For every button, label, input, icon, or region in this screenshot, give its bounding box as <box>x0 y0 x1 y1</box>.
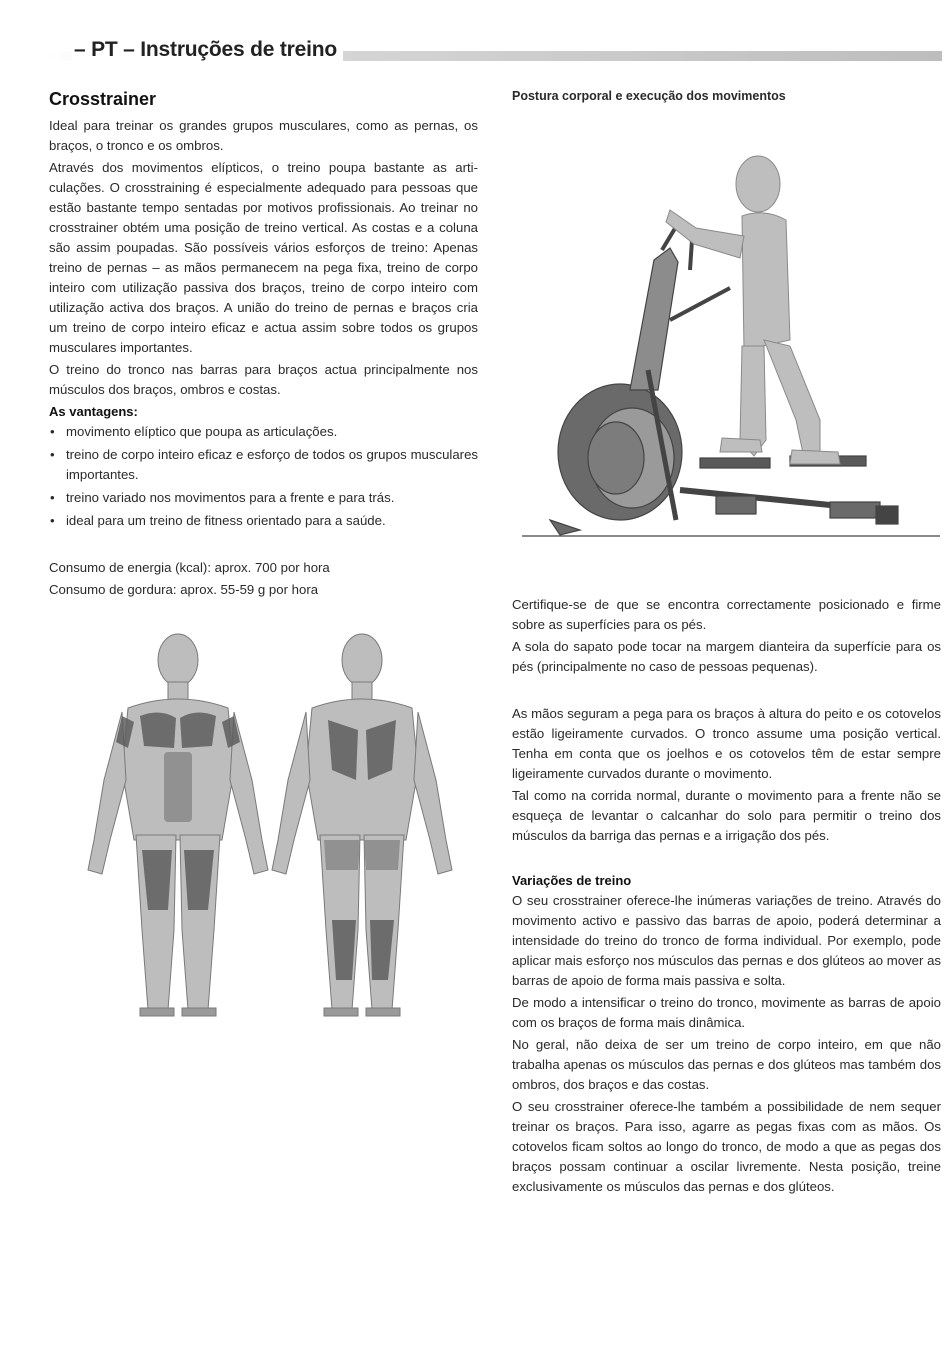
variations-paragraph-4: O seu crosstrainer oferece-lhe também a possibilidade de nem sequer treinar os braços. Para isso, agarre as pegas fixas com as mãos. Os cotovelos ficam soltos ao longo do tronco, de modo a que as pegas dos braços possam continuar a oscilar livremente. Nesta posição, treine exclusivamente os músculos das pernas e dos glúteos. <box>512 1099 941 1194</box>
intro-paragraph: Ideal para treinar os grandes grupos musculares, como as pernas, os braços, o tronco e os ombros. <box>49 118 478 153</box>
hands-text-block <box>512 704 941 848</box>
posture-text-block <box>512 595 941 679</box>
list-item: • ideal para um treino de fitness orientado para a saúde. <box>49 511 478 531</box>
posture-paragraph-2: A sola do sapato pode tocar na margem dianteira da superfície para os pés (principalmente no caso de pessoas pequenas). <box>512 639 941 674</box>
elliptical-paragraph: Através dos movimentos elípticos, o treino poupa bastante as articulações. O crosstraining é especialmente adequado para pessoas que estão bastante tempo sentadas por motivos profissionais. Ao treinar no crosstrainer obtém uma posição de treino vertical. As costas e a coluna são assim poupadas. São possíveis vários esforços de treino: Apenas treino de pernas – as mãos permanecem na pega fixa, treino de corpo inteiro com utilização passiva dos braços, treino de corpo inteiro com utilização activa dos braços. A união do treino de pernas e braços cria um treino de corpo inteiro eficaz e actua assim sobre todos os grupos musculares importantes. <box>49 160 478 355</box>
variations-paragraph-3: No geral, não deixa de ser um treino de corpo inteiro, em que não trabalha apenas os músculos das pernas e dos glúteos mas também dos ombros, dos braços e das costas. <box>512 1037 941 1092</box>
list-item: • treino variado nos movimentos para a frente e para trás. <box>49 488 478 508</box>
crosstrainer-illustration <box>520 140 944 540</box>
variations-text-block <box>512 871 941 1199</box>
posture-paragraph-1: Certifique-se de que se encontra correctamente posicionado e firme sobre as superfícies para os pés. <box>512 597 941 632</box>
crosstrainer-machine <box>550 220 898 535</box>
crosstrainer-heading: Crosstrainer <box>49 89 157 109</box>
muscle-anatomy-illustration <box>80 630 460 1025</box>
hands-paragraph: As mãos seguram a pega para os braços à altura do peito e os cotovelos estão ligeiramente curvados. O tronco assume uma posição vertical. Tenha em conta que os joelhos e os cotovelos têm de estar sempre ligeiramente curvados durante o movimento. <box>512 706 941 781</box>
variations-paragraph-2: De modo a intensificar o treino do tronco, movimente as barras de apoio com os braços de forma mais dinâmica. <box>512 995 941 1030</box>
advantages-heading: As vantagens: <box>49 404 138 419</box>
back-body-figure <box>272 634 452 1016</box>
page-title: – PT – Instruções de treino <box>72 38 343 62</box>
trunk-paragraph: O treino do tronco nas barras para braços actua principalmente nos músculos dos braços, ombros e costas. <box>49 362 478 397</box>
left-column <box>49 86 478 602</box>
list-item: • treino de corpo inteiro eficaz e esforço de todos os grupos musculares importantes. <box>49 445 478 485</box>
running-paragraph: Tal como na corrida normal, durante o movimento para a frente não se esqueça de levantar o calcanhar do solo para permitir o treino dos músculos da barriga das pernas e a irrigação dos pés. <box>512 788 941 843</box>
front-body-figure <box>88 634 268 1016</box>
variations-paragraph-1: O seu crosstrainer oferece-lhe inúmeras variações de treino. Através do movimento activo e passivo das barras de apoio, poderá determinar a intensidade do treino do tronco de forma individual. Por exemplo, pode aplicar mais esforço nos músculos das pernas e dos glúteos ao mover as barras de apoio de forma mais passiva e solta. <box>512 893 941 988</box>
list-item: • movimento elíptico que poupa as articulações. <box>49 422 478 442</box>
variations-heading: Variações de treino <box>512 873 632 888</box>
page-header <box>48 36 942 66</box>
fat-consumption: Consumo de gordura: aprox. 55-59 g por hora <box>49 582 319 597</box>
energy-consumption: Consumo de energia (kcal): aprox. 700 por hora <box>49 560 330 575</box>
advantages-list <box>49 422 478 531</box>
posture-heading: Postura corporal e execução dos movimentos <box>512 89 786 103</box>
